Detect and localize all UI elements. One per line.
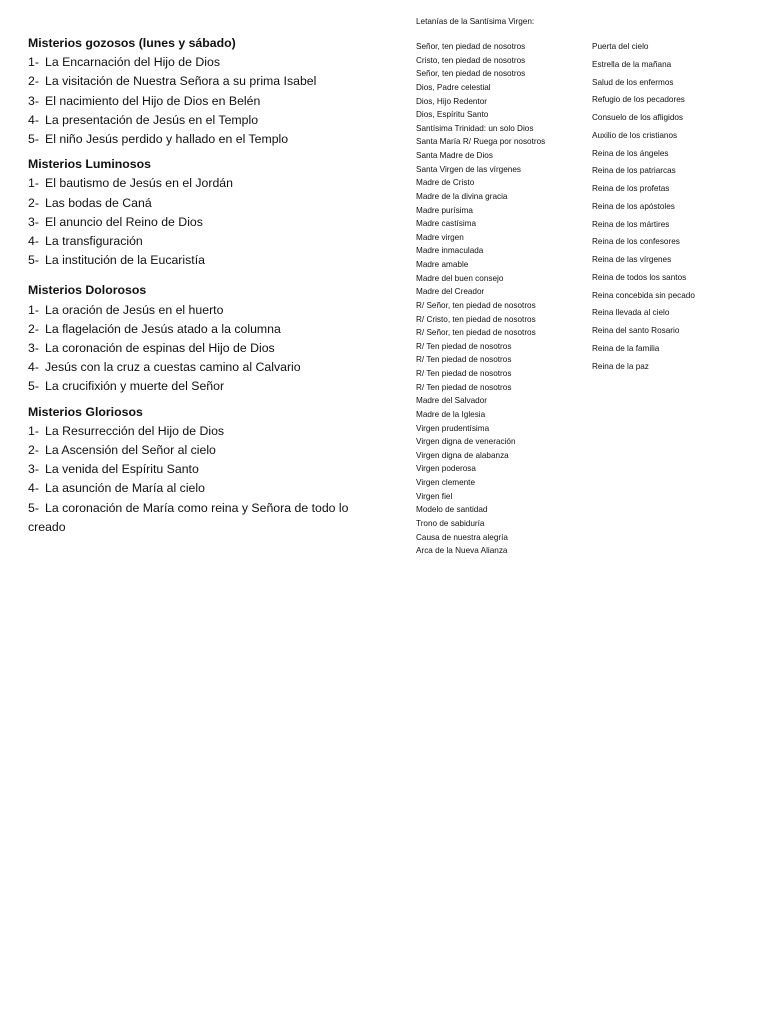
litany-invocation: Santa Madre de Dios [416,151,493,160]
mystery-text: La flagelación de Jesús atado a la columna [45,321,281,336]
litany-invocation: R/ Ten piedad de nosotros [416,369,512,378]
litany-invocation: Reina de los confesores [592,237,680,247]
mystery-number: 4- [28,360,39,375]
mystery-number: 4- [28,234,39,249]
mystery-text: La visitación de Nuestra Señora a su prima Isabel [45,74,317,89]
mystery-item [28,130,358,149]
mystery-item [28,358,358,377]
mystery-item [28,339,358,358]
mystery-group-title: Misterios gozosos (lunes y sábado) [28,36,236,50]
litany-invocation: Reina concebida sin pecado [592,290,695,300]
mystery-text: La coronación de María como reina y Señora de todo lo creado [28,500,349,534]
mystery-text: El niño Jesús perdido y hallado en el Templo [45,132,289,147]
mystery-group-title: Misterios Luminosos [28,157,151,172]
litany-invocation: Auxilio de los cristianos [592,130,678,140]
mystery-number: 3- [28,341,39,356]
litany-title: Letanías de la Santísima Virgen: [416,17,535,26]
litany-invocation: Madre de Cristo [416,178,475,188]
mystery-item [28,92,358,111]
mystery-number: 5- [28,379,39,394]
litany-invocation: Trono de sabiduría [416,518,485,528]
mystery-text: La Ascensión del Señor al cielo [45,443,216,458]
mystery-text: La asunción de María al cielo [45,481,205,496]
litany-invocation: Reina de los profetas [592,184,670,193]
mystery-number: 5- [28,253,39,268]
litany-invocation: R/ Señor, ten piedad de nosotros [416,328,536,338]
mystery-text: La oración de Jesús en el huerto [45,302,224,317]
mystery-number: 2- [28,443,39,458]
mystery-number: 5- [28,500,39,515]
litany-invocation: Santa María R/ Ruega por nosotros [416,137,546,147]
litany-invocation: Dios, Espíritu Santo [416,110,489,120]
litany-invocation: Señor, ten piedad de nosotros [416,69,526,79]
litany-invocation: Dios, Padre celestial [416,82,491,92]
mystery-number: 4- [28,112,39,127]
litany-invocation: R/ Señor, ten piedad de nosotros [416,300,536,310]
litany-invocation: Virgen prudentísima [416,423,490,433]
mystery-item [28,251,358,270]
litany-invocation: Puerta del cielo [592,42,649,51]
mystery-text: La presentación de Jesús en el Templo [45,112,259,127]
litany-column-left [416,40,586,558]
litany-invocation: Estrella de la mañana [592,59,672,69]
litany-invocation: Reina llevada al cielo [592,308,670,318]
litany-invocation: Reina de los mártires [592,219,670,229]
litany-invocation: Cristo, ten piedad de nosotros [416,55,526,65]
litany-invocation: Santísima Trinidad: un solo Dios [416,123,534,133]
mystery-text: Jesús con la cruz a cuestas camino al Calvario [45,360,301,375]
litany-invocation: R/ Cristo, ten piedad de nosotros [416,314,536,324]
mystery-item [28,422,358,441]
litany-invocation: Reina de todos los santos [592,272,687,282]
mystery-number: 1- [28,302,39,317]
litany-invocation: Madre purísima [416,205,473,215]
litany-invocation: Reina de los patriarcas [592,166,676,176]
litany-invocation: Virgen digna de alabanza [416,450,509,460]
litany-invocation: Reina de la paz [592,361,649,371]
litany-invocation: Madre del buen consejo [416,273,504,283]
mystery-text: La transfiguración [45,234,143,249]
mystery-text: La Resurrección del Hijo de Dios [45,423,225,438]
litany-invocation: Madre amable [416,260,469,269]
litany-invocation: Reina de la familia [592,343,660,353]
mystery-text: Las bodas de Caná [45,195,152,210]
litany-invocation: Consuelo de los afligidos [592,113,684,122]
mystery-number: 2- [28,195,39,210]
litany-invocation: Madre de la divina gracia [416,191,508,201]
litany-invocation: Refugio de los pecadores [592,95,685,105]
litany-invocation: Madre del Creador [416,287,485,297]
mystery-text: El bautismo de Jesús en el Jordán [45,176,233,191]
mystery-number: 2- [28,321,39,336]
mystery-item [28,232,358,251]
mystery-item [28,194,358,213]
litany-invocation: Causa de nuestra alegría [416,532,508,542]
mystery-number: 1- [28,55,39,70]
litany-invocation: Arca de la Nueva Alianza [416,546,508,556]
mystery-number: 4- [28,481,39,496]
mystery-item [28,72,358,91]
litany-invocation: R/ Ten piedad de nosotros [416,341,512,351]
mystery-text: El nacimiento del Hijo de Dios en Belén [45,93,261,108]
litany-invocation: Reina del santo Rosario [592,326,680,335]
mystery-item [28,441,358,460]
mystery-item [28,301,358,320]
mystery-number: 3- [28,93,39,108]
mystery-text: La coronación de espinas del Hijo de Dios [45,341,275,356]
litany-invocation: Virgen clemente [416,478,476,487]
mysteries-section [28,34,358,537]
mystery-item [28,377,358,396]
mystery-number: 5- [28,132,39,147]
mystery-item [28,320,358,339]
mystery-text: La crucifixión y muerte del Señor [45,379,225,394]
litany-invocation: Virgen digna de veneración [416,437,516,447]
mystery-number: 1- [28,423,39,438]
litany-invocation: Modelo de santidad [416,505,488,515]
litany-invocation: R/ Ten piedad de nosotros [416,382,512,392]
litany-invocation: R/ Ten piedad de nosotros [416,355,512,365]
litany-invocation: Señor, ten piedad de nosotros [416,42,526,51]
mystery-text: La institución de la Eucaristía [45,253,205,268]
litany-invocation: Madre de la Iglesia [416,409,486,419]
mystery-text: El anuncio del Reino de Dios [45,214,203,229]
mystery-group-title: Misterios Gloriosos [28,404,143,419]
mystery-text: La venida del Espíritu Santo [45,462,199,477]
mystery-item [28,479,358,498]
mystery-number: 3- [28,462,39,477]
mystery-number: 3- [28,214,39,229]
mystery-text: La Encarnación del Hijo de Dios [45,55,220,70]
litany-column-right [592,38,762,375]
mystery-number: 2- [28,74,39,89]
litany-invocation: Reina de los apóstoles [592,201,675,211]
mystery-group-title: Misterios Dolorosos [28,283,147,298]
litany-invocation: Reina de las vírgenes [592,255,672,264]
litany-invocation: Virgen poderosa [416,464,476,474]
mystery-item [28,213,358,232]
mystery-item [28,174,358,193]
mystery-item [28,499,358,537]
litany-invocation: Madre virgen [416,232,464,242]
mystery-item [28,111,358,130]
mystery-number: 1- [28,176,39,191]
mystery-item [28,53,358,72]
mystery-item [28,460,358,479]
litany-invocation: Madre inmaculada [416,246,484,256]
litany-invocation: Reina de los ángeles [592,148,669,158]
litany-invocation: Madre del Salvador [416,396,487,406]
litany-invocation: Salud de los enfermos [592,77,674,87]
litany-invocation: Madre castísima [416,219,477,229]
litany-invocation: Dios, Hijo Redentor [416,96,487,106]
litany-invocation: Virgen fiel [416,491,453,501]
litany-invocation: Santa Virgen de las vírgenes [416,164,521,174]
